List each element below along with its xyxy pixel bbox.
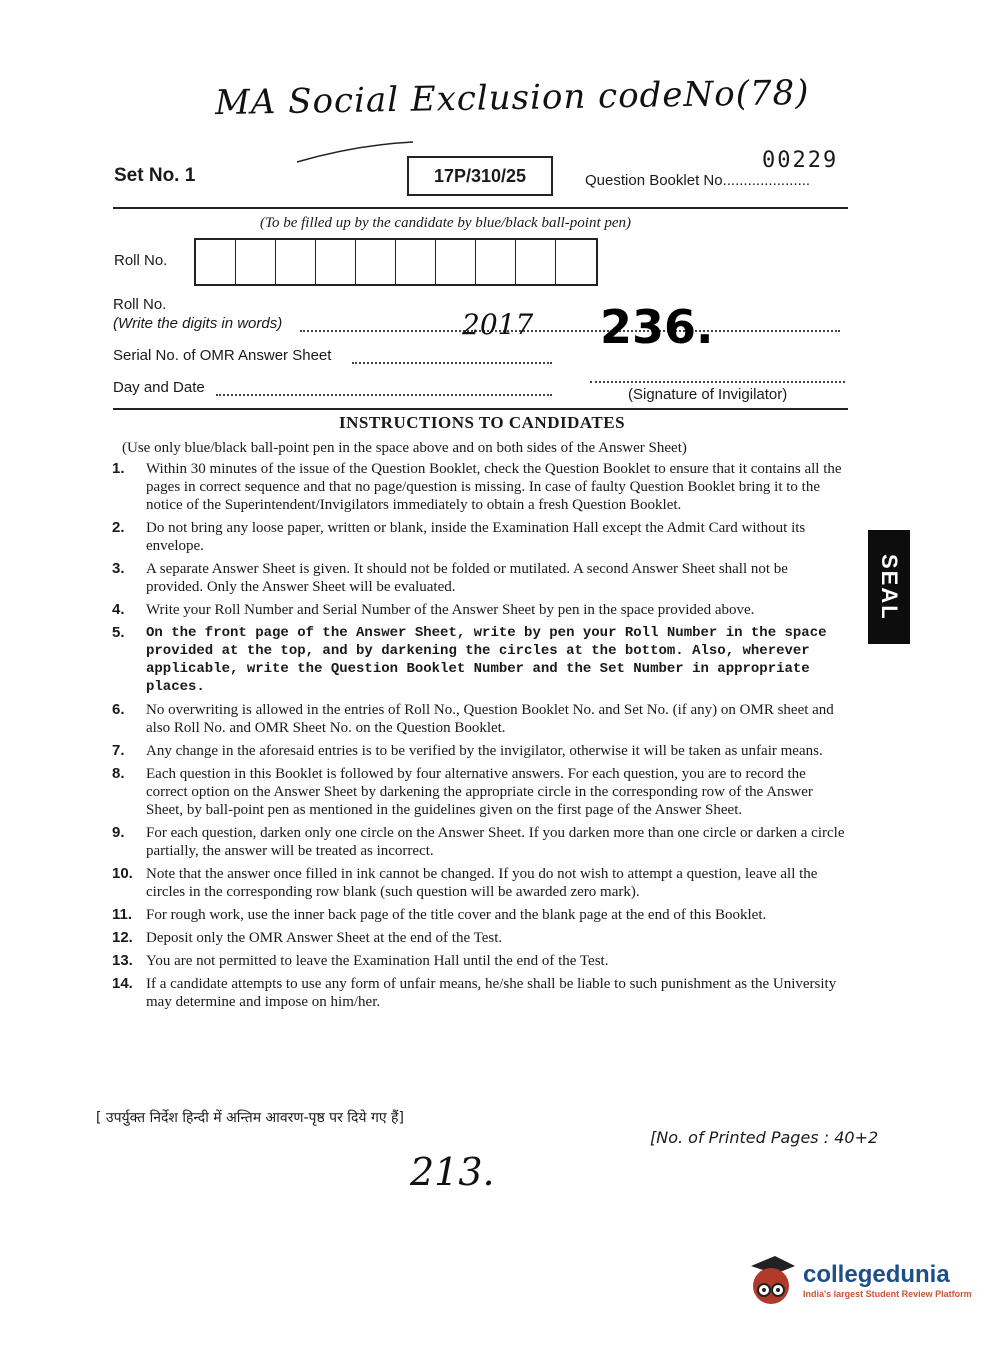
printed-pages: [No. of Printed Pages : 40+2 [650, 1128, 879, 1147]
instruction-item: 12. Deposit only the OMR Answer Sheet at the end of the Test. [112, 929, 503, 946]
roll-box [556, 240, 596, 284]
handwritten-roll-1: 2017 [462, 308, 534, 341]
roll-box [196, 240, 236, 284]
handwritten-bottom-number: 213. [410, 1150, 495, 1194]
instruction-item: 11. For rough work, use the inner back page of the title cover and the blank page at the end of this Booklet. [112, 906, 767, 923]
brand-logo [745, 1252, 972, 1308]
roll-box [396, 240, 436, 284]
paper-code: 17P/310/25 [407, 156, 553, 196]
roll-no-label: Roll No. [114, 252, 168, 269]
hindi-note: [ उपर्युक्त निर्देश हिन्दी में अन्तिम आवरण-पृष्ठ पर दिये गए हैं] [96, 1110, 404, 1126]
mascot-icon [745, 1252, 797, 1308]
handwritten-roll-2: 236. [600, 300, 714, 354]
divider [113, 207, 848, 209]
instructions-subtitle: (Use only blue/black ball-point pen in the space above and on both sides of the Answer Sheet) [122, 440, 687, 456]
serial-line [352, 362, 552, 364]
instruction-item: 14. If a candidate attempts to use any form of unfair means, he/she shall be liable to such punishment as the University may determine and impose on him/her. [112, 975, 837, 1010]
instruction-item: 2. Do not bring any loose paper, written or blank, inside the Examination Hall except the Admit Card without its envelope. [112, 519, 806, 554]
instruction-item: 9. For each question, darken only one circle on the Answer Sheet. If you darken more than one circle or darken a circle partially, the answer will be treated as incorrect. [112, 824, 845, 859]
question-booklet-label: Question Booklet No..................... [585, 172, 811, 189]
question-booklet-number: 00229 [762, 148, 839, 173]
roll-number-boxes [194, 238, 598, 286]
roll-box [236, 240, 276, 284]
instruction-item: 6. No overwriting is allowed in the entries of Roll No., Question Booklet No. and Set No. (if any) on OMR sheet and also Roll No. and OMR Sheet No. on the Question Booklet. [112, 701, 834, 736]
roll-box [276, 240, 316, 284]
day-date-line [216, 394, 552, 396]
handwritten-underline [295, 140, 415, 170]
instruction-item: 1. Within 30 minutes of the issue of the Question Booklet, check the Question Booklet to ensure that it contains all the pages in correct sequence and that no page/question is missing. In case of faulty Question Booklet bring it to the notice of the Superintendent/Invigilators immediately to obtain a fresh Question Booklet. [112, 460, 842, 513]
roll-box [476, 240, 516, 284]
roll-box [316, 240, 356, 284]
signature-line [590, 381, 845, 383]
roll-box [436, 240, 476, 284]
instruction-item: 8. Each question in this Booklet is followed by four alternative answers. For each question, you are to record the correct option on the Answer Sheet by darkening the appropriate circle in the corresponding row of the Answer Sheet, by ball-point pen as mentioned in the guidelines given on the first page of the Answer Sheet. [112, 765, 813, 818]
roll-box [516, 240, 556, 284]
day-date-label: Day and Date [113, 379, 205, 396]
seal-tab: SEAL [868, 530, 910, 644]
instructions-list [112, 460, 847, 1016]
roll-box [356, 240, 396, 284]
divider [113, 408, 848, 410]
instruction-item: 4. Write your Roll Number and Serial Number of the Answer Sheet by pen in the space provided above. [112, 601, 755, 618]
fill-note: (To be filled up by the candidate by blue/black ball-point pen) [260, 215, 632, 231]
brand-name: collegedunia [803, 1261, 950, 1288]
roll-words-hint: (Write the digits in words) [113, 315, 283, 332]
brand-tagline: India's largest Student Review Platform [803, 1289, 972, 1299]
roll-words-label: Roll No. [113, 296, 167, 313]
instruction-item: 3. A separate Answer Sheet is given. It should not be folded or mutilated. A second Answer Sheet shall not be provided. Only the Answer Sheet will be evaluated. [112, 560, 788, 595]
handwritten-course-title: MA Social Exclusion codeNo(78) [214, 72, 810, 124]
serial-label: Serial No. of OMR Answer Sheet [113, 347, 332, 364]
instruction-item: 10. Note that the answer once filled in ink cannot be changed. If you do not wish to attempt a question, leave all the circles in the corresponding row blank (such question will be awarded zero mark). [112, 865, 818, 900]
set-number: Set No. 1 [114, 165, 196, 186]
signature-label: (Signature of Invigilator) [628, 386, 788, 403]
roll-words-line [300, 330, 840, 332]
instructions-title: INSTRUCTIONS TO CANDIDATES [339, 413, 626, 432]
instruction-item: 7. Any change in the aforesaid entries is to be verified by the invigilator, otherwise it will be taken as unfair means. [112, 742, 823, 759]
instruction-item: 5. On the front page of the Answer Sheet, write by pen your Roll Number in the space provided at the top, and by darkening the circles at the bottom. Also, wherever applicable, write the Question Booklet Number and the Set Number in appropriate places. [112, 624, 827, 695]
instruction-item: 13. You are not permitted to leave the Examination Hall until the end of the Test. [112, 952, 609, 969]
